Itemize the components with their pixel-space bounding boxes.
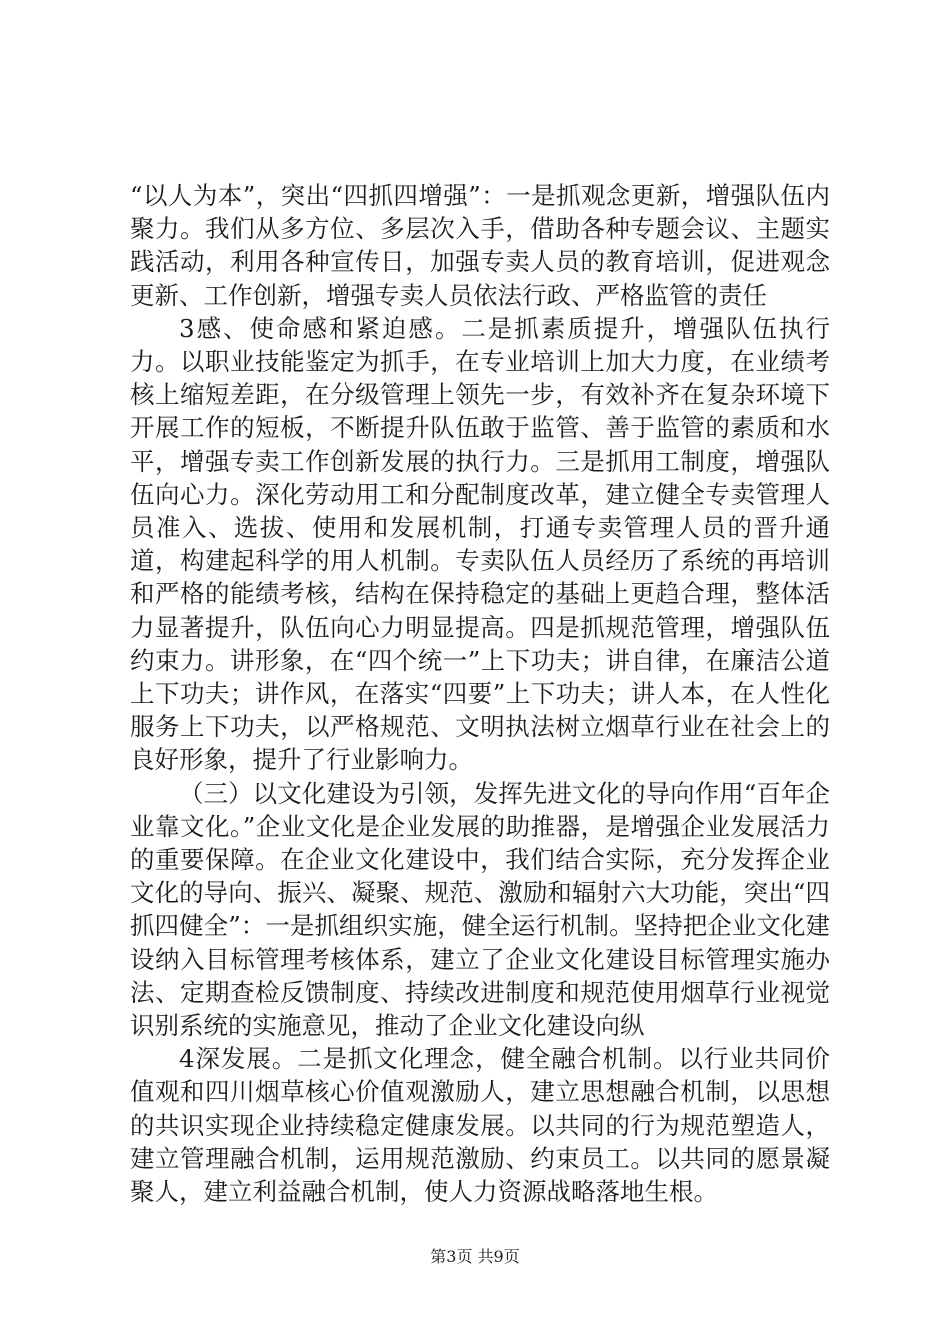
paragraph-4: 4深发展。二是抓文化理念，健全融合机制。以行业共同价值观和四川烟草核心价值观激励人，建立思想融合机制，以思想的共识实现企业持续稳定健康发展。以共同的行为规范塑造人，建立管理融合机制，运用规范激励、约束员工。以共同的愿景凝聚人，建立利益融合机制，使人力资源战略落地生根。 — [130, 1044, 830, 1207]
page-number-footer: 第3页 共9页 — [430, 1247, 520, 1266]
paragraph-1: “以人为本”，突出“四抓四增强”：一是抓观念更新，增强队伍内聚力。我们从多方位、多层次入手，借助各种专题会议、主题实践活动，利用各种宣传日，加强专卖人员的教育培训，促进观念更新、工作创新，增强专卖人员依法行政、严格监管的责任 — [130, 181, 830, 310]
paragraph-3: （三）以文化建设为引领，发挥先进文化的导向作用“百年企业靠文化。”企业文化是企业发展的助推器，是增强企业发展活力的重要保障。在企业文化建设中，我们结合实际，充分发挥企业文化的导向、振兴、凝聚、规范、激励和辐射六大功能，突出“四抓四健全”：一是抓组织实施，健全运行机制。坚持把企业文化建设纳入目标管理考核体系，建立了企业文化建设目标管理实施办法、定期查检反馈制度、持续改进制度和规范使用烟草行业视觉识别系统的实施意见，推动了企业文化建设向纵 — [130, 778, 830, 1041]
document-body — [130, 179, 830, 1208]
paragraph-2: 3感、使命感和紧迫感。二是抓素质提升，增强队伍执行力。以职业技能鉴定为抓手，在专业培训上加大力度，在业绩考核上缩短差距，在分级管理上领先一步，有效补齐在复杂环境下开展工作的短板，不断提升队伍敢于监管、善于监管的素质和水平，增强专卖工作创新发展的执行力。三是抓用工制度，增强队伍向心力。深化劳动用工和分配制度改革，建立健全专卖管理人员准入、选拔、使用和发展机制，打通专卖管理人员的晋升通道，构建起科学的用人机制。专卖队伍人员经历了系统的再培训和严格的能绩考核，结构在保持稳定的基础上更趋合理，整体活力显著提升，队伍向心力明显提高。四是抓规范管理，增强队伍约束力。讲形象，在“四个统一”上下功夫；讲自律，在廉洁公道上下功夫；讲作风，在落实“四要”上下功夫；讲人本，在人性化服务上下功夫，以严格规范、文明执法树立烟草行业在社会上的良好形象，提升了行业影响力。 — [130, 313, 830, 775]
